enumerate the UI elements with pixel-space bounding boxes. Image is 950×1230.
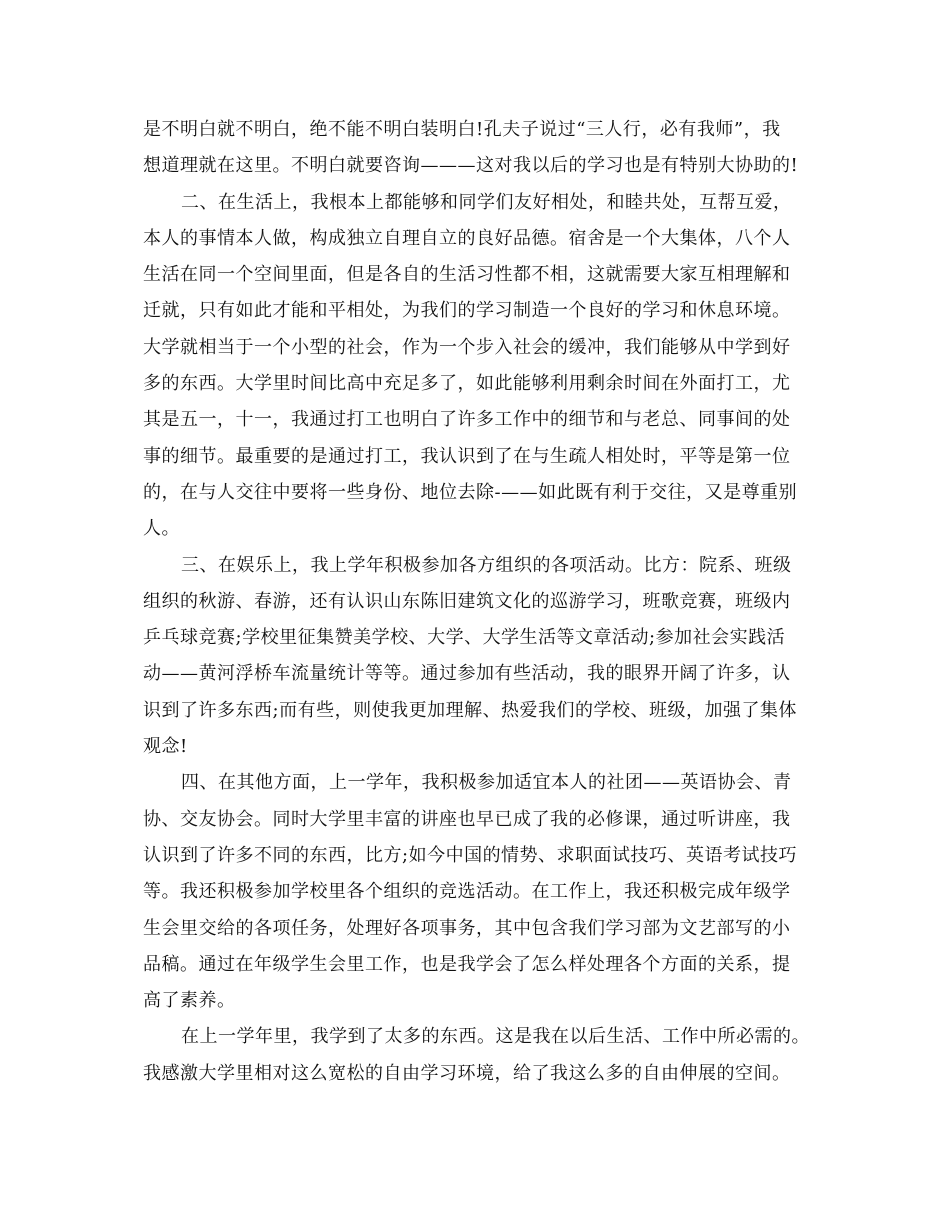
paragraph-start-line: 三、在娱乐上，我上学年积极参加各方组织的各项活动。比方：院系、班级 [181,554,792,576]
text-line: 人。 [143,518,180,540]
paragraph-start-line: 在上一学年里，我学到了太多的东西。这是我在以后生活、工作中所必需的。 [181,1026,810,1048]
text-line: 乒乓球竞赛;学校里征集赞美学校、大学、大学生活等文章活动;参加社会实践活 [143,627,786,649]
text-line: 事的细节。最重要的是通过打工，我认识到了在与生疏人相处时，平等是第一位 [143,445,791,467]
text-line: 协、交友协会。同时大学里丰富的讲座也早已成了我的必修课，通过听讲座，我 [143,808,791,830]
text-line: 的，在与人交往中要将一些身份、地位去除-——如此既有利于交往，又是尊重别 [143,481,798,503]
paragraph-start-line: 二、在生活上，我根本上都能够和同学们友好相处，和睦共处，互帮互爱， [181,191,792,213]
text-line: 其是五一，十一，我通过打工也明白了许多工作中的细节和与老总、同事间的处 [143,409,791,431]
text-line: 生会里交给的各项任务，处理好各项事务，其中包含我们学习部为文艺部写的小 [143,917,791,939]
document-body [143,112,823,1092]
text-line: 品稿。通过在年级学生会里工作，也是我学会了怎么样处理各个方面的关系，提 [143,953,791,975]
text-line: 认识到了许多不同的东西，比方;如今中国的情势、求职面试技巧、英语考试技巧 [143,844,798,866]
text-line: 动——黄河浮桥车流量统计等等。通过参加有些活动，我的眼界开阔了许多，认 [143,663,791,685]
text-line: 大学就相当于一个小型的社会，作为一个步入社会的缓冲，我们能够从中学到好 [143,336,791,358]
paragraph-start-line: 四、在其他方面，上一学年，我积极参加适宜本人的社团——英语协会、青 [181,772,792,794]
text-line: 观念! [143,736,188,758]
text-line: 多的东西。大学里时间比高中充足多了，如此能够利用剩余时间在外面打工，尤 [143,373,791,395]
text-line: 识到了许多东西;而有些，则使我更加理解、热爱我们的学校、班级，加强了集体 [143,699,798,721]
text-line: 想道理就在这里。不明白就要咨询———这对我以后的学习也是有特别大协助的! [143,155,799,177]
text-line: 迁就，只有如此才能和平相处，为我们的学习制造一个良好的学习和休息环境。 [143,300,791,322]
text-line: 本人的事情本人做，构成独立自理自立的良好品德。宿舍是一个大集体，八个人 [143,227,791,249]
text-line: 组织的秋游、春游，还有认识山东陈旧建筑文化的巡游学习，班歌竞赛，班级内 [143,590,791,612]
text-line: 是不明白就不明白，绝不能不明白装明白!孔夫子说过“三人行，必有我师”，我 [143,119,781,140]
text-line: 生活在同一个空间里面，但是各自的生活习性都不相，这就需要大家互相理解和 [143,264,791,286]
text-line: 高了素养。 [143,990,236,1012]
text-line: 等。我还积极参加学校里各个组织的竞选活动。在工作上，我还积极完成年级学 [143,881,791,903]
text-line: 我感激大学里相对这么宽松的自由学习环境，给了我这么多的自由伸展的空间。 [143,1062,791,1084]
